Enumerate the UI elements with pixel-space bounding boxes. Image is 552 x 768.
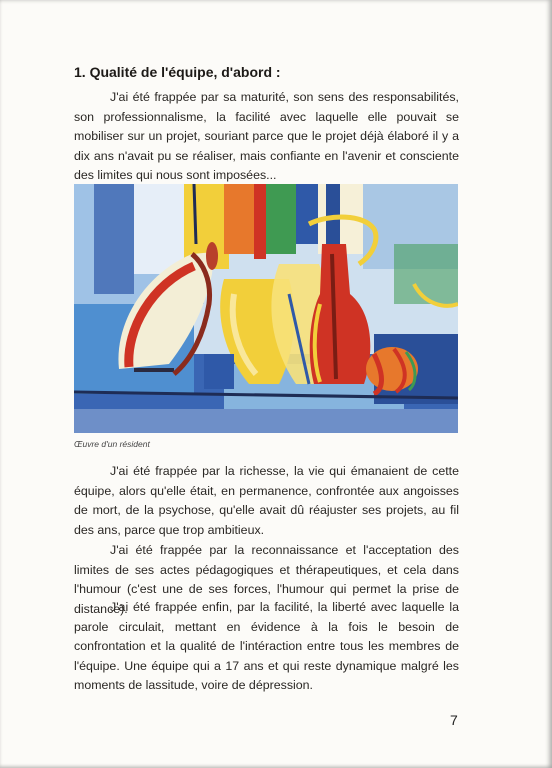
paragraph-2 (74, 462, 459, 540)
paragraph-4-text: J'ai été frappée enfin, par la facilité, la liberté avec laquelle la parole circulait, mettant en évidence à la fois le besoin de confrontation et la qualité de l'intéraction entre tous les membres de l'équipe. Une équipe qui a 17 ans et qui reste dynamique malgré les moments de lassitude, voire de dépression. (74, 600, 459, 692)
figure-caption: Œuvre d'un résident (74, 439, 150, 449)
paragraph-1 (74, 88, 459, 186)
painting-image (74, 184, 458, 433)
paragraph-4 (74, 598, 459, 696)
page-number: 7 (450, 712, 458, 728)
section-heading: 1. Qualité de l'équipe, d'abord : (74, 64, 281, 80)
paragraph-3-text: J'ai été frappée par la reconnaissance et l'acceptation des limites de ses actes pédagogiques et thérapeutiques, et cela dans l'humour (c'est une de ses forces, l'humour qui permet la prise de distance). (74, 543, 459, 616)
paragraph-2-text: J'ai été frappée par la richesse, la vie qui émanaient de cette équipe, alors qu'elle était, en permanence, confrontée aux angoisses de mort, de la psychose, qu'elle avait dû réajuster ses projets, au fil des ans, parce que trop ambitieux. (74, 464, 459, 537)
paragraph-1-text: J'ai été frappée par sa maturité, son sens des responsabilités, son professionnalisme, la facilité avec laquelle elle pouvait se mobiliser sur un projet, souriant parce que le projet déjà élaboré il y a dix ans n'avait pu se réaliser, mais confiante en l'avenir et consciente des limites qui nous sont imposées... (74, 90, 459, 182)
